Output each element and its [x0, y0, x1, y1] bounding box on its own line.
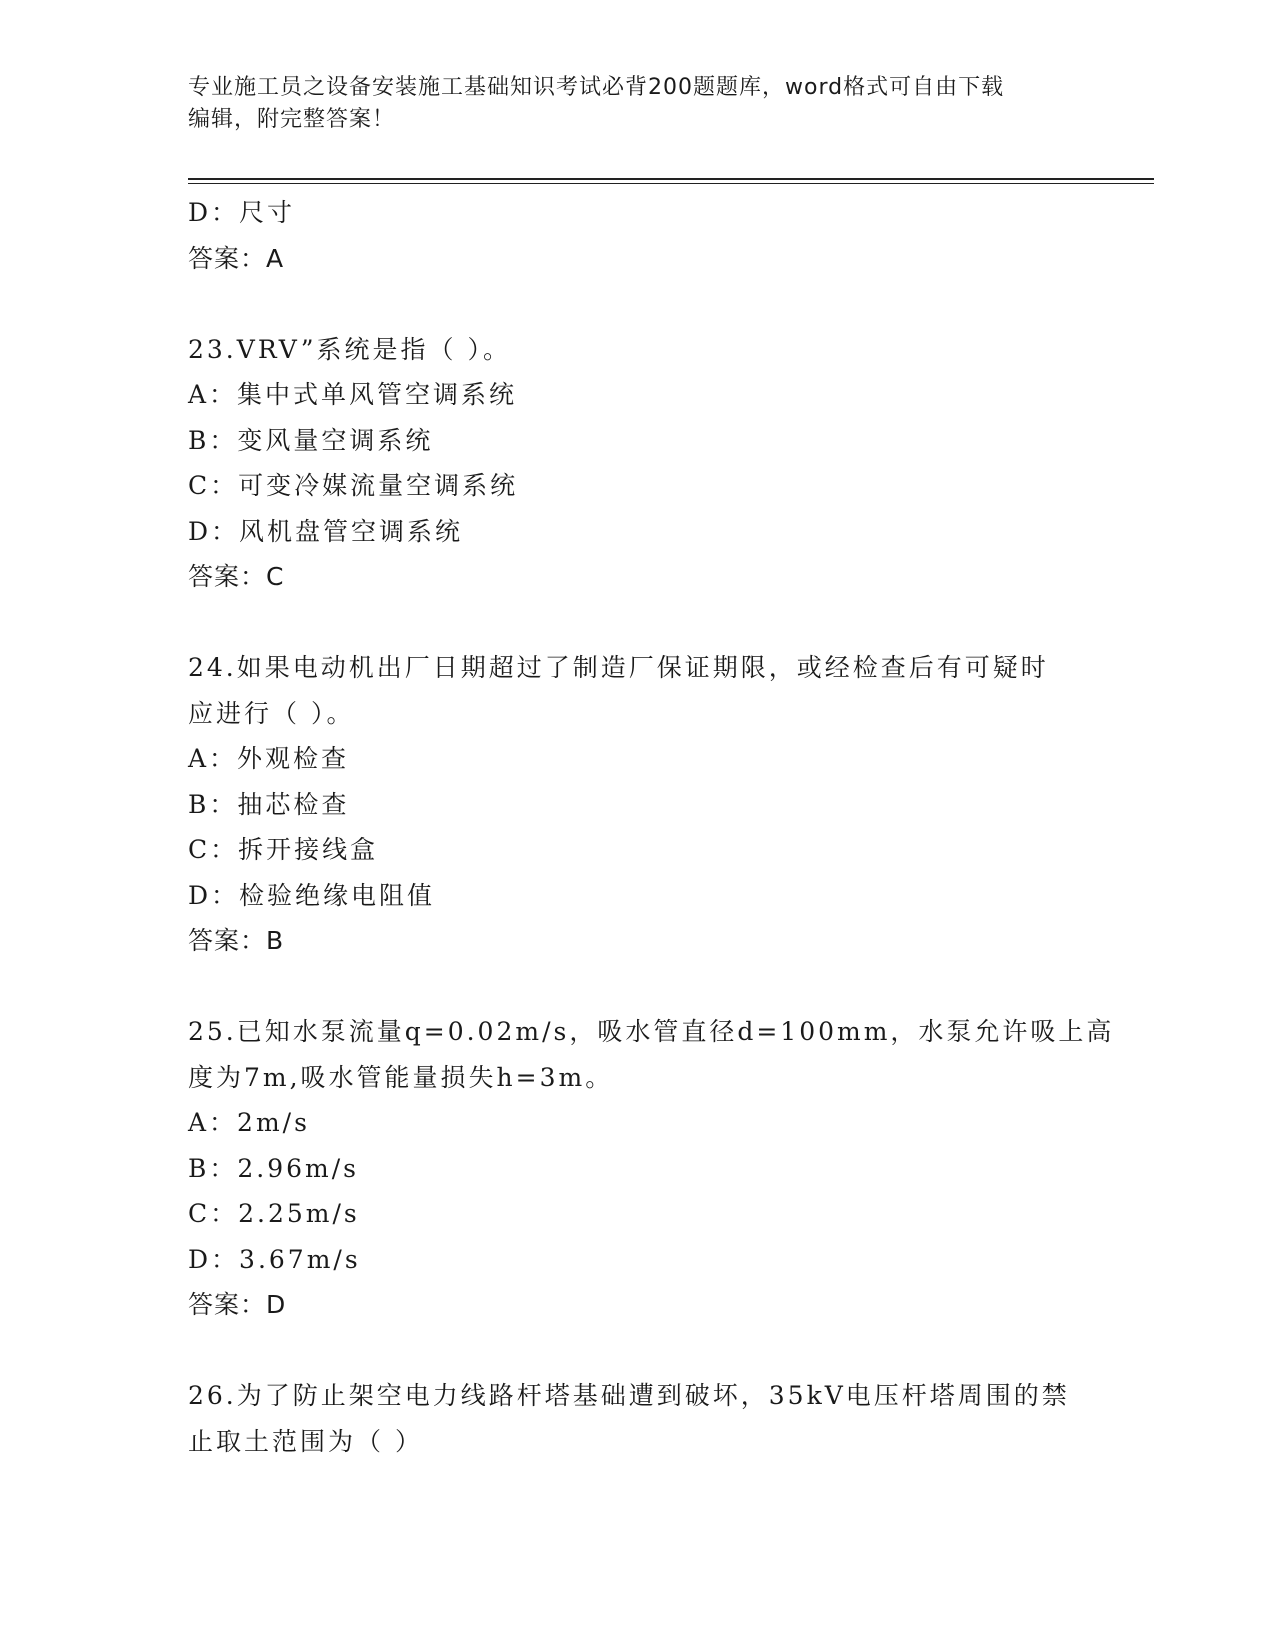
previous-question-tail: [188, 190, 1088, 281]
question-26: [188, 1373, 1088, 1464]
question-list: [188, 190, 1115, 1464]
question-25: [188, 1009, 1115, 1328]
spacer: [188, 281, 1088, 327]
question-stem: 25.已知水泵流量q=0.02m/s，吸水管直径d=100mm，水泵允许吸上高: [188, 1017, 1115, 1046]
option-d: D：3.67m/s: [188, 1244, 361, 1274]
document-header: [188, 72, 1068, 136]
option-d: D：尺寸: [188, 198, 296, 227]
answer-line: 答案：C: [188, 562, 285, 591]
option-c: C：2.25m/s: [188, 1199, 360, 1228]
answer-line: 答案：A: [188, 243, 285, 273]
option-b: B：2.96m/s: [188, 1153, 359, 1183]
option-b: B：变风量空调系统: [188, 425, 434, 455]
answer-line: 答案：B: [188, 926, 285, 955]
option-a: A：集中式单风管空调系统: [188, 380, 518, 409]
question-stem: 26.为了防止架空电力线路杆塔基础遭到破坏，35kV电压杆塔周围的禁: [188, 1381, 1070, 1410]
header-line-2: 编辑，附完整答案！: [188, 107, 396, 132]
spacer: [188, 1328, 1088, 1374]
option-c: C：可变冷媒流量空调系统: [188, 471, 519, 500]
question-stem-continued: 止取土范围为（ ）: [188, 1426, 423, 1456]
question-stem-continued: 度为7m,吸水管能量损失h=3m。: [188, 1062, 614, 1092]
option-c: C：拆开接线盒: [188, 835, 379, 864]
option-a: A：外观检查: [188, 744, 350, 773]
option-a: A：2m/s: [188, 1108, 310, 1137]
option-d: D：检验绝缘电阻值: [188, 880, 436, 910]
spacer: [188, 964, 1088, 1010]
question-24: [188, 645, 1088, 964]
question-stem-continued: 应进行（ ）。: [188, 698, 355, 728]
header-line-1: 专业施工员之设备安装施工基础知识考试必背200题题库，word格式可自由下载: [188, 75, 1005, 100]
question-stem: 24.如果电动机出厂日期超过了制造厂保证期限，或经检查后有可疑时: [188, 653, 1049, 682]
option-b: B：抽芯检查: [188, 789, 350, 819]
header-divider-thick: [188, 178, 1154, 180]
answer-line: 答案：D: [188, 1290, 287, 1319]
option-d: D：风机盘管空调系统: [188, 516, 464, 546]
question-stem: 23.VRV”系统是指（ ）。: [188, 334, 511, 364]
question-23: [188, 327, 1088, 600]
spacer: [188, 600, 1088, 646]
header-divider-thin: [188, 183, 1154, 184]
